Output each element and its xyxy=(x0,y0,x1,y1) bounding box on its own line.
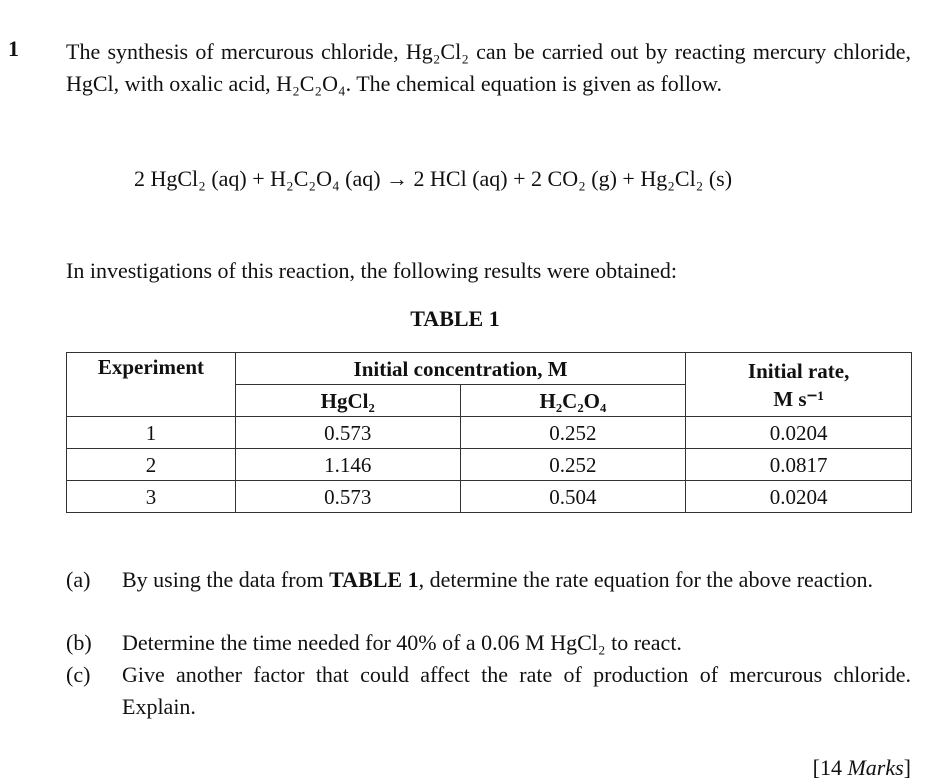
cell-h2c2o4: 0.252 xyxy=(460,417,686,449)
table-row xyxy=(67,417,912,449)
header-experiment: Experiment xyxy=(67,353,236,417)
cell-rate: 0.0817 xyxy=(686,449,912,481)
cell-rate: 0.0204 xyxy=(686,481,912,513)
cell-hgcl2: 1.146 xyxy=(235,449,460,481)
header-initial-concentration: Initial concentration, M xyxy=(235,353,685,385)
part-label: (c) xyxy=(66,662,91,687)
part-c xyxy=(66,659,911,723)
rate-unit: M s⁻¹ xyxy=(773,386,824,411)
results-intro: In investigations of this reaction, the following results were obtained: xyxy=(66,258,677,283)
part-label: (a) xyxy=(66,567,91,592)
table-row xyxy=(67,449,912,481)
marks xyxy=(813,755,911,781)
chemical-equation: 2 HgCl₂ (aq) + H₂C₂O₄ (aq) → 2 HCl (aq) + 2 CO₂ (g) + Hg₂Cl₂ (s) xyxy=(134,166,733,191)
header-initial-rate xyxy=(686,353,912,417)
cell-h2c2o4: 0.252 xyxy=(460,449,686,481)
part-a xyxy=(66,564,911,596)
part-text: Give another factor that could affect the rate of production of mercurous chloride. Explain. xyxy=(122,662,911,719)
part-text: , determine the rate equation for the above reaction. xyxy=(418,567,874,592)
header-h2c2o4: H₂C₂O₄ xyxy=(460,385,686,417)
table-header-row xyxy=(67,353,912,385)
part-label: (b) xyxy=(66,630,92,655)
cell-experiment: 2 xyxy=(67,449,236,481)
results-table xyxy=(66,352,912,513)
cell-experiment: 3 xyxy=(67,481,236,513)
marks-word: Marks xyxy=(847,755,904,780)
intro-paragraph: The synthesis of mercurous chloride, Hg₂Cl₂ can be carried out by reacting mercury chloride, HgCl, with oxalic acid, H₂C₂O₄. The chemical equation is given as follow. xyxy=(66,39,911,96)
marks-close: ] xyxy=(903,755,911,780)
cell-h2c2o4: 0.504 xyxy=(460,481,686,513)
cell-hgcl2: 0.573 xyxy=(235,481,460,513)
rate-label: Initial rate, xyxy=(747,358,850,383)
header-hgcl2: HgCl₂ xyxy=(235,385,460,417)
cell-rate: 0.0204 xyxy=(686,417,912,449)
part-b xyxy=(66,627,911,659)
marks-open: [14 xyxy=(812,755,848,780)
question-number: 1 xyxy=(8,36,19,61)
table-title: TABLE 1 xyxy=(410,306,500,331)
part-text: Determine the time needed for 40% of a 0.06 M HgCl₂ to react. xyxy=(122,630,682,655)
cell-hgcl2: 0.573 xyxy=(235,417,460,449)
table-row xyxy=(67,481,912,513)
part-text: By using the data from xyxy=(122,567,330,592)
part-text-bold: TABLE 1 xyxy=(329,567,419,592)
cell-experiment: 1 xyxy=(67,417,236,449)
